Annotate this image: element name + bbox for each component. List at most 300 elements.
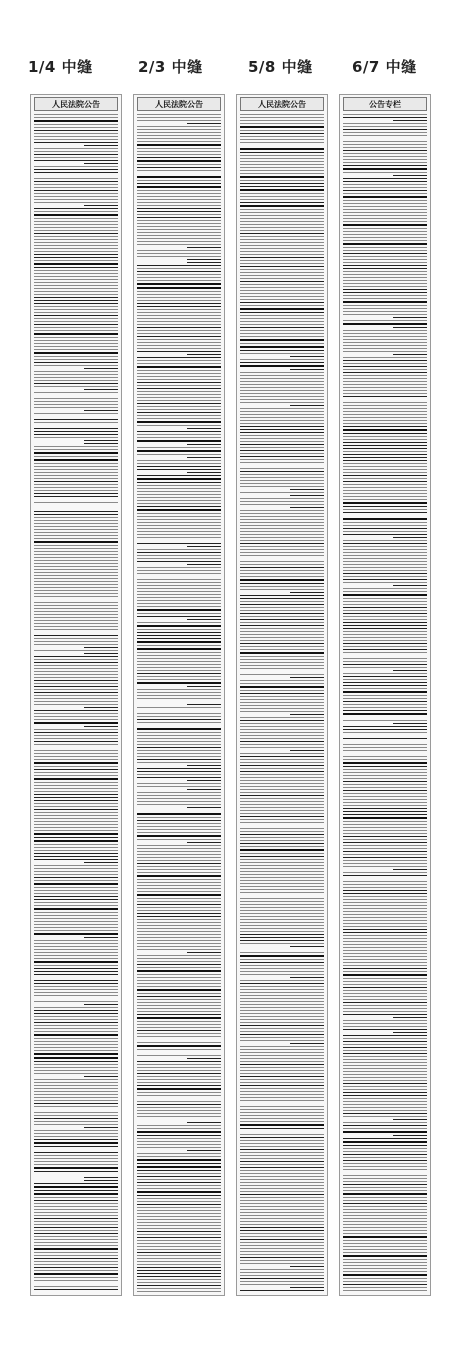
- text-line: [343, 793, 427, 794]
- text-line: [240, 753, 324, 754]
- text-line: [343, 268, 427, 269]
- text-line: [343, 375, 427, 376]
- text-line: [343, 320, 427, 321]
- text-line: [343, 899, 427, 900]
- text-line: [240, 1158, 324, 1159]
- text-line: [137, 202, 221, 203]
- text-line: [240, 414, 324, 415]
- text-line: [137, 1076, 221, 1077]
- text-line: [240, 1091, 324, 1092]
- text-line: [240, 305, 324, 306]
- text-line: [137, 777, 221, 778]
- text-line: [240, 931, 324, 932]
- text-line: [240, 813, 324, 814]
- text-line: [137, 786, 221, 787]
- text-line: [137, 534, 221, 535]
- text-line: [137, 164, 221, 165]
- text-line: [187, 619, 221, 620]
- text-line: [137, 558, 221, 559]
- text-line: [240, 1025, 324, 1026]
- text-line: [34, 257, 118, 258]
- newspaper-column-2: [133, 94, 225, 1296]
- text-line: [34, 184, 118, 185]
- text-line: [343, 860, 427, 861]
- text-line: [240, 834, 324, 835]
- text-line: [343, 1104, 427, 1105]
- text-line: [34, 818, 118, 819]
- text-line: [240, 968, 324, 969]
- text-line: [137, 835, 221, 837]
- text-line: [137, 801, 221, 802]
- text-line: [240, 1028, 324, 1029]
- text-line: [343, 162, 427, 163]
- text-line: [343, 518, 427, 520]
- text-line: [240, 980, 324, 981]
- text-line: [137, 403, 221, 404]
- text-line: [240, 1100, 324, 1101]
- text-line: [137, 829, 221, 830]
- text-line: [343, 1128, 427, 1129]
- text-line: [343, 308, 427, 309]
- text-line: [240, 528, 324, 529]
- text-line: [34, 584, 118, 585]
- text-line: [137, 509, 221, 511]
- text-line: [343, 411, 427, 412]
- text-line: [137, 1179, 221, 1180]
- text-line: [34, 868, 118, 869]
- text-line: [240, 402, 324, 403]
- text-line: [34, 641, 118, 642]
- text-line: [240, 1230, 324, 1231]
- text-line: [240, 272, 324, 273]
- text-line: [343, 393, 427, 394]
- text-line: [137, 321, 221, 322]
- text-line: [240, 164, 324, 165]
- text-line: [34, 1242, 118, 1243]
- text-line: [137, 1246, 221, 1247]
- text-line: [343, 1089, 427, 1090]
- text-line: [137, 238, 221, 239]
- text-line: [240, 643, 324, 644]
- text-line: [137, 376, 221, 377]
- text-line: [34, 1088, 118, 1089]
- text-line: [290, 507, 324, 508]
- text-line: [393, 175, 427, 176]
- text-line: [343, 744, 427, 745]
- text-line: [137, 1201, 221, 1202]
- text-line: [137, 707, 221, 708]
- text-line: [240, 1215, 324, 1216]
- text-line: [240, 1170, 324, 1171]
- text-line: [137, 848, 221, 849]
- text-line: [240, 886, 324, 887]
- text-line: [34, 587, 118, 588]
- text-line: [137, 616, 221, 617]
- text-line: [137, 415, 221, 416]
- text-line: [34, 1236, 118, 1237]
- text-line: [137, 437, 221, 438]
- text-line: [240, 1076, 324, 1077]
- text-line: [240, 971, 324, 972]
- text-line: [34, 893, 118, 894]
- text-line: [240, 1004, 324, 1005]
- text-line: [34, 896, 118, 897]
- text-line: [34, 359, 118, 360]
- text-line: [137, 1282, 221, 1283]
- text-line: [34, 1010, 118, 1011]
- text-line: [34, 1106, 118, 1107]
- text-line: [137, 792, 221, 793]
- text-line: [34, 1233, 118, 1234]
- text-line: [240, 555, 324, 556]
- text-line: [343, 996, 427, 997]
- text-line: [137, 961, 221, 962]
- text-line: [240, 176, 324, 178]
- text-line: [343, 845, 427, 846]
- text-line: [240, 257, 324, 258]
- text-line: [240, 819, 324, 820]
- text-line: [343, 168, 427, 170]
- text-line: [34, 514, 118, 515]
- text-line: [240, 513, 324, 514]
- text-line: [137, 625, 221, 627]
- text-line: [240, 1257, 324, 1258]
- text-line: [34, 1218, 118, 1219]
- text-line: [343, 729, 427, 730]
- text-line: [240, 940, 324, 941]
- text-line: [137, 1231, 221, 1232]
- text-line: [34, 1190, 118, 1191]
- text-line: [240, 1227, 324, 1228]
- text-line: [240, 504, 324, 505]
- text-line: [393, 354, 427, 355]
- text-line: [187, 704, 221, 705]
- text-line: [137, 1079, 221, 1080]
- text-line: [34, 1203, 118, 1204]
- text-line: [137, 318, 221, 319]
- text-line: [240, 1239, 324, 1240]
- text-line: [137, 138, 221, 139]
- text-line: [343, 747, 427, 748]
- text-line: [343, 531, 427, 532]
- text-line: [343, 1249, 427, 1250]
- text-line: [137, 958, 221, 959]
- text-line: [34, 968, 118, 969]
- text-line: [137, 330, 221, 331]
- text-line: [343, 212, 427, 213]
- text-line: [137, 406, 221, 407]
- text-line: [343, 691, 427, 693]
- text-line: [343, 339, 427, 340]
- text-line: [137, 645, 221, 646]
- text-line: [84, 410, 118, 411]
- text-line: [137, 783, 221, 784]
- text-line: [34, 193, 118, 194]
- text-line: [34, 1221, 118, 1222]
- text-line: [34, 1139, 118, 1140]
- text-line: [187, 546, 221, 547]
- text-line: [137, 753, 221, 754]
- text-line: [240, 959, 324, 960]
- text-line: [34, 282, 118, 283]
- text-line: [240, 699, 324, 700]
- text-line: [137, 1153, 221, 1154]
- text-line: [240, 126, 324, 128]
- text-line: [393, 317, 427, 318]
- text-line: [84, 647, 118, 648]
- text-line: [137, 866, 221, 867]
- text-line: [393, 1017, 427, 1018]
- text-line: [137, 280, 221, 281]
- text-line: [240, 173, 324, 174]
- text-line: [34, 1130, 118, 1131]
- text-line: [34, 449, 118, 450]
- text-line: [34, 827, 118, 828]
- text-line: [343, 262, 427, 263]
- text-line: [240, 444, 324, 445]
- text-line: [343, 1098, 427, 1099]
- text-line: [34, 871, 118, 872]
- text-line: [240, 321, 324, 322]
- text-line: [343, 567, 427, 568]
- text-line: [343, 436, 427, 437]
- text-line: [137, 774, 221, 775]
- text-line: [240, 726, 324, 727]
- text-line: [240, 1155, 324, 1156]
- text-line: [343, 808, 427, 809]
- text-line: [240, 856, 324, 857]
- text-line: [34, 732, 118, 733]
- text-line: [137, 1113, 221, 1114]
- text-line: [343, 372, 427, 373]
- text-line: [240, 1248, 324, 1249]
- text-line: [137, 910, 221, 911]
- text-line: [343, 631, 427, 632]
- text-line: [137, 229, 221, 230]
- text-line: [240, 133, 324, 134]
- text-line: [343, 396, 427, 397]
- text-line: [137, 652, 221, 653]
- text-line: [240, 1263, 324, 1264]
- text-line: [137, 885, 221, 886]
- text-line: [240, 1067, 324, 1068]
- text-line: [137, 798, 221, 799]
- text-line: [343, 664, 427, 665]
- text-line: [137, 632, 221, 633]
- text-line: [343, 141, 427, 142]
- text-line: [240, 123, 324, 124]
- text-line: [240, 1143, 324, 1144]
- text-line: [34, 844, 118, 845]
- text-line: [343, 573, 427, 574]
- text-line: [240, 534, 324, 535]
- text-line: [137, 1249, 221, 1250]
- text-line: [34, 581, 118, 582]
- text-line: [34, 297, 118, 298]
- text-line: [137, 1082, 221, 1083]
- text-line: [240, 417, 324, 418]
- text-line: [137, 768, 221, 769]
- text-line: [343, 956, 427, 957]
- text-line: [343, 1221, 427, 1222]
- text-line: [34, 273, 118, 274]
- text-line: [187, 686, 221, 687]
- text-line: [137, 1138, 221, 1139]
- text-line: [34, 349, 118, 350]
- text-line: [343, 890, 427, 891]
- text-line: [240, 952, 324, 953]
- text-line: [137, 695, 221, 696]
- text-line: [34, 821, 118, 822]
- text-line: [137, 585, 221, 586]
- text-line: [137, 907, 221, 908]
- text-line: [34, 593, 118, 594]
- text-line: [343, 237, 427, 238]
- text-line: [240, 616, 324, 617]
- text-line: [34, 136, 118, 137]
- newspaper-column-1: [30, 94, 122, 1296]
- text-line: [240, 1221, 324, 1222]
- text-line: [34, 1100, 118, 1101]
- text-line: [290, 369, 324, 370]
- text-line: [34, 230, 118, 231]
- text-line: [240, 662, 324, 663]
- text-line: [34, 772, 118, 773]
- text-line: [137, 1270, 221, 1271]
- text-line: [343, 129, 427, 130]
- text-line: [343, 953, 427, 954]
- text-line: [240, 720, 324, 721]
- text-line: [343, 369, 427, 370]
- text-line: [137, 854, 221, 855]
- text-line: [343, 676, 427, 677]
- text-line: [343, 893, 427, 894]
- text-line: [343, 454, 427, 455]
- text-line: [34, 877, 118, 878]
- text-line: [34, 883, 118, 885]
- text-line: [34, 1158, 118, 1159]
- text-line: [34, 741, 118, 742]
- text-line: [34, 656, 118, 657]
- text-line: [343, 1148, 427, 1149]
- text-line: [343, 336, 427, 337]
- text-line: [343, 570, 427, 571]
- text-line: [34, 1124, 118, 1125]
- text-line: [34, 321, 118, 322]
- text-line: [34, 422, 118, 423]
- text-line: [187, 457, 221, 458]
- text-line: [240, 318, 324, 319]
- text-line: [137, 820, 221, 821]
- text-line: [137, 141, 221, 142]
- text-line: [137, 256, 221, 257]
- text-line: [84, 862, 118, 863]
- text-line: [137, 928, 221, 929]
- text-line: [34, 1133, 118, 1134]
- text-line: [137, 1288, 221, 1289]
- text-line: [290, 714, 324, 715]
- text-line: [137, 679, 221, 680]
- text-line: [343, 817, 427, 819]
- text-line: [240, 738, 324, 739]
- text-line: [240, 1097, 324, 1098]
- text-line: [34, 172, 118, 173]
- text-line: [240, 233, 324, 234]
- text-line: [137, 348, 221, 349]
- text-line: [137, 373, 221, 374]
- text-line: [34, 211, 118, 212]
- text-line: [137, 1191, 221, 1193]
- text-line: [84, 440, 118, 441]
- text-line: [34, 971, 118, 972]
- text-line: [343, 863, 427, 864]
- text-line: [240, 387, 324, 388]
- text-line: [34, 908, 118, 910]
- text-line: [34, 431, 118, 432]
- text-line: [343, 938, 427, 939]
- text-line: [240, 1013, 324, 1014]
- text-line: [240, 853, 324, 854]
- text-line: [343, 1243, 427, 1244]
- text-line: [343, 667, 427, 668]
- text-line: [343, 579, 427, 580]
- text-line: [240, 831, 324, 832]
- text-line: [343, 775, 427, 776]
- text-line: [34, 1073, 118, 1074]
- text-line: [343, 221, 427, 222]
- text-line: [343, 643, 427, 644]
- text-line: [34, 713, 118, 714]
- text-line: [343, 184, 427, 185]
- text-line: [240, 589, 324, 590]
- text-line: [343, 1059, 427, 1060]
- text-line: [343, 1005, 427, 1006]
- text-line: [343, 1236, 427, 1238]
- text-line: [343, 772, 427, 773]
- text-line: [240, 196, 324, 197]
- text-line: [240, 846, 324, 847]
- text-line: [343, 345, 427, 346]
- text-line: [343, 1203, 427, 1204]
- text-line: [34, 337, 118, 338]
- text-line: [343, 619, 427, 620]
- column-header: 人民法院公告: [137, 97, 221, 111]
- text-line: [240, 429, 324, 430]
- text-line: [34, 986, 118, 987]
- text-line: [343, 766, 427, 767]
- text-line: [34, 965, 118, 966]
- text-line: [240, 1007, 324, 1008]
- text-line: [343, 588, 427, 589]
- text-line: [137, 658, 221, 659]
- text-line: [240, 583, 324, 584]
- text-line: [34, 1013, 118, 1014]
- text-line: [137, 1166, 221, 1168]
- text-line: [343, 1255, 427, 1257]
- text-line: [34, 452, 118, 454]
- text-line: [137, 756, 221, 757]
- text-line: [343, 1116, 427, 1117]
- text-line: [34, 847, 118, 848]
- text-line: [343, 457, 427, 458]
- text-line: [240, 420, 324, 421]
- text-line: [343, 475, 427, 476]
- text-line: [393, 869, 427, 870]
- label-col-2: 2/3 中缝: [138, 58, 203, 76]
- text-line: [137, 629, 221, 630]
- text-line: [34, 716, 118, 717]
- text-line: [137, 943, 221, 944]
